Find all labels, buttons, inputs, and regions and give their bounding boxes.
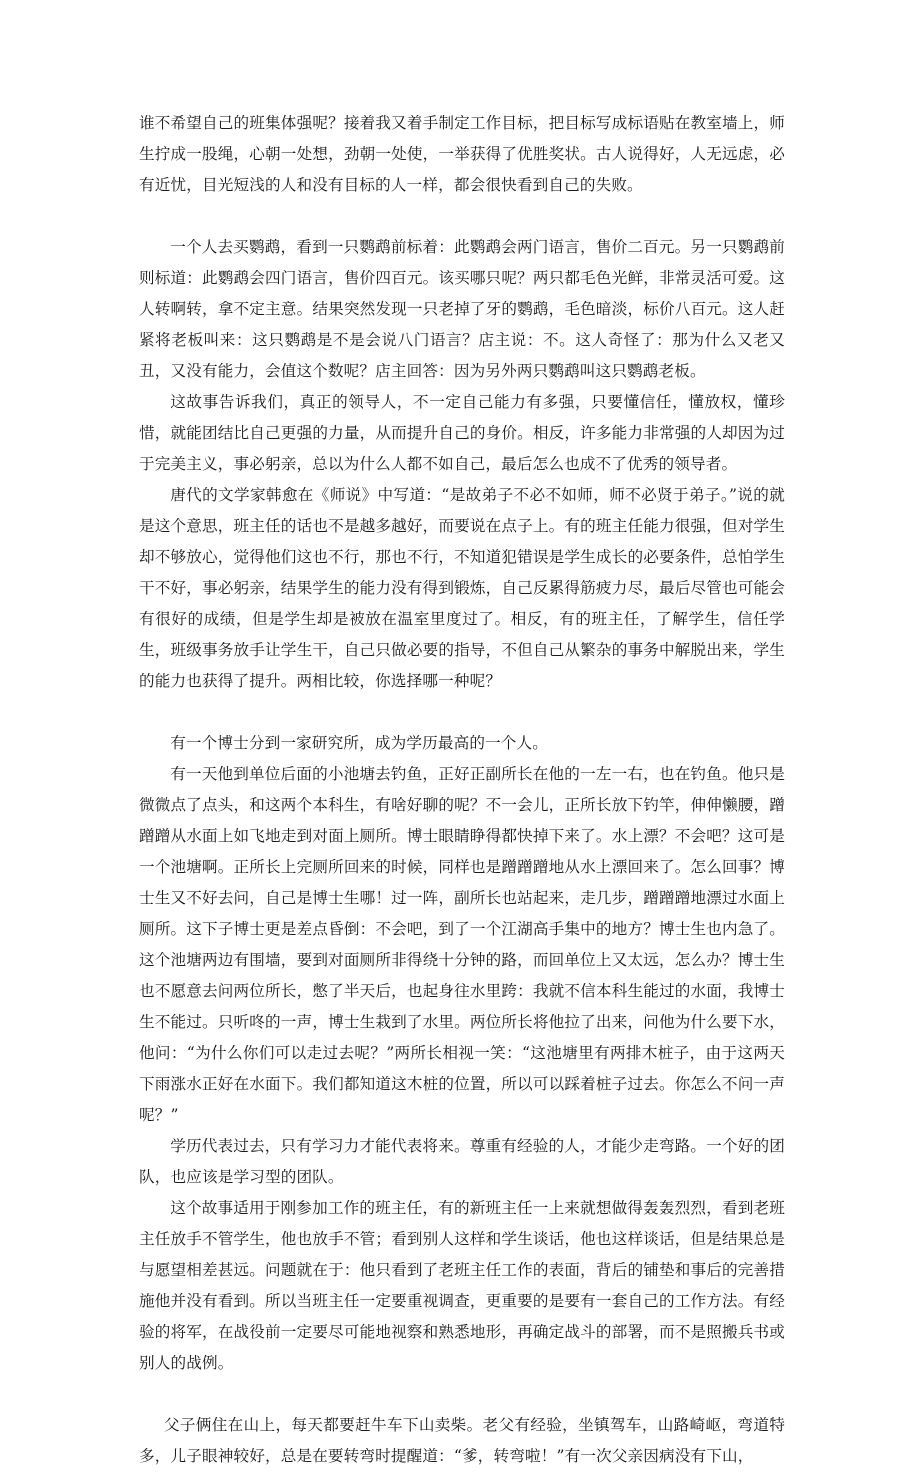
paragraph-pond-story: 有一天他到单位后面的小池塘去钓鱼，正好正副所长在他的一左一右，也在钓鱼。他只是微微点了点头，和这两个本科生，有啥好聊的呢？不一会儿，正所长放下钓竿，伸伸懒腰，蹭蹭蹭从水面上如飞地走到对面上厕所。博士眼睛睁得都快掉下来了。水上漂？不会吧？这可是一个池塘啊。正所长上完厕所回来的时候，同样也是蹭蹭蹭地从水上漂回来了。怎么回事？博士生又不好去问，自己是博士生哪！过一阵，副所长也站起来，走几步，蹭蹭蹭地漂过水面上厕所。这下子博士更是差点昏倒：不会吧，到了一个江湖高手集中的地方？博士生也内急了。这个池塘两边有围墙，要到对面厕所非得绕十分钟的路，而回单位上又太远，怎么办？博士生也不愿意去问两位所长，憋了半天后，也起身往水里跨：我就不信本科生能过的水面，我博士生不能过。只听咚的一声，博士生栽到了水里。两位所长将他拉了出来，问他为什么要下水，他问：“为什么你们可以走过去呢？”两所长相视一笑：“这池塘里有两排木桩子，由于这两天下雨涨水正好在水面下。我们都知道这木桩的位置，所以可以踩着桩子过去。你怎么不问一声呢？” [139, 765, 785, 1124]
paragraph-han-yu-quote: 唐代的文学家韩愈在《师说》中写道：“是故弟子不必不如师，师不必贤于弟子。”说的就是这个意思，班主任的话也不是越多越好，而要说在点子上。有的班主任能力很强，但对学生却不够放心，觉得他们这也不行，那也不行，不知道犯错误是学生成长的必要条件，总怕学生干不好，事必躬亲，结果学生的能力没有得到锻炼，自己反累得筋疲力尽，最后尽管也可能会有很好的成绩，但是学生却是被放在温室里度过了。相反，有的班主任，了解学生，信任学生，班级事务放手让学生干，自己只做必要的指导，不但自己从繁杂的事务中解脱出来，学生的能力也获得了提升。两相比较，你选择哪一种呢？ [139, 486, 785, 690]
paragraph-father-son-story: 父子俩住在山上，每天都要赶牛车下山卖柴。老父有经验，坐镇驾车，山路崎岖，弯道特多，儿子眼神较好，总是在要转弯时提醒道：“爹，转弯啦！”有一次父亲因病没有下山， [139, 1416, 785, 1465]
paragraph-leadership-lesson: 这故事告诉我们，真正的领导人，不一定自己能力有多强，只要懂信任，懂放权，懂珍惜，就能团结比自己更强的力量，从而提升自己的身价。相反，许多能力非常强的人却因为过于完美主义，事必躬亲，总以为什么人都不如自己，最后怎么也成不了优秀的领导者。 [139, 393, 785, 473]
paragraph-parrot-story: 一个人去买鹦鹉，看到一只鹦鹉前标着：此鹦鹉会两门语言，售价二百元。另一只鹦鹉前则标道：此鹦鹉会四门语言，售价四百元。该买哪只呢？两只都毛色光鲜，非常灵活可爱。这人转啊转，拿不定主意。结果突然发现一只老掉了牙的鹦鹉，毛色暗淡，标价八百元。这人赶紧将老板叫来：这只鹦鹉是不是会说八门语言？店主说：不。这人奇怪了：那为什么又老又丑，又没有能力，会值这个数呢？店主回答：因为另外两只鹦鹉叫这只鹦鹉老板。 [139, 238, 785, 380]
paragraph-new-teacher-lesson: 这个故事适用于刚参加工作的班主任，有的新班主任一上来就想做得轰轰烈烈，看到老班主任放手不管学生，他也放手不管；看到别人这样和学生谈话，他也这样谈话，但是结果总是与愿望相差甚远。问题就在于：他只看到了老班主任工作的表面，背后的铺垫和事后的完善措施他并没有看到。所以当班主任一定要重视调查，更重要的是要有一套自己的工作方法。有经验的将军，在战役前一定要尽可能地视察和熟悉地形，再确定战斗的部署，而不是照搬兵书或别人的战例。 [139, 1199, 785, 1372]
paragraph-doctor-intro: 有一个博士分到一家研究所，成为学历最高的一个人。 [170, 734, 549, 752]
paragraph-learning-lesson: 学历代表过去，只有学习力才能代表将来。尊重有经验的人，才能少走弯路。一个好的团队，也应该是学习型的团队。 [139, 1137, 785, 1186]
document-body [139, 108, 785, 1472]
paragraph-class-goals: 谁不希望自己的班集体强呢？接着我又着手制定工作目标，把目标写成标语贴在教室墙上，师生拧成一股绳，心朝一处想，劲朝一处使，一举获得了优胜奖状。古人说得好，人无远虑，必有近忧，目光短浅的人和没有目标的人一样，都会很快看到自己的失败。 [139, 114, 785, 194]
